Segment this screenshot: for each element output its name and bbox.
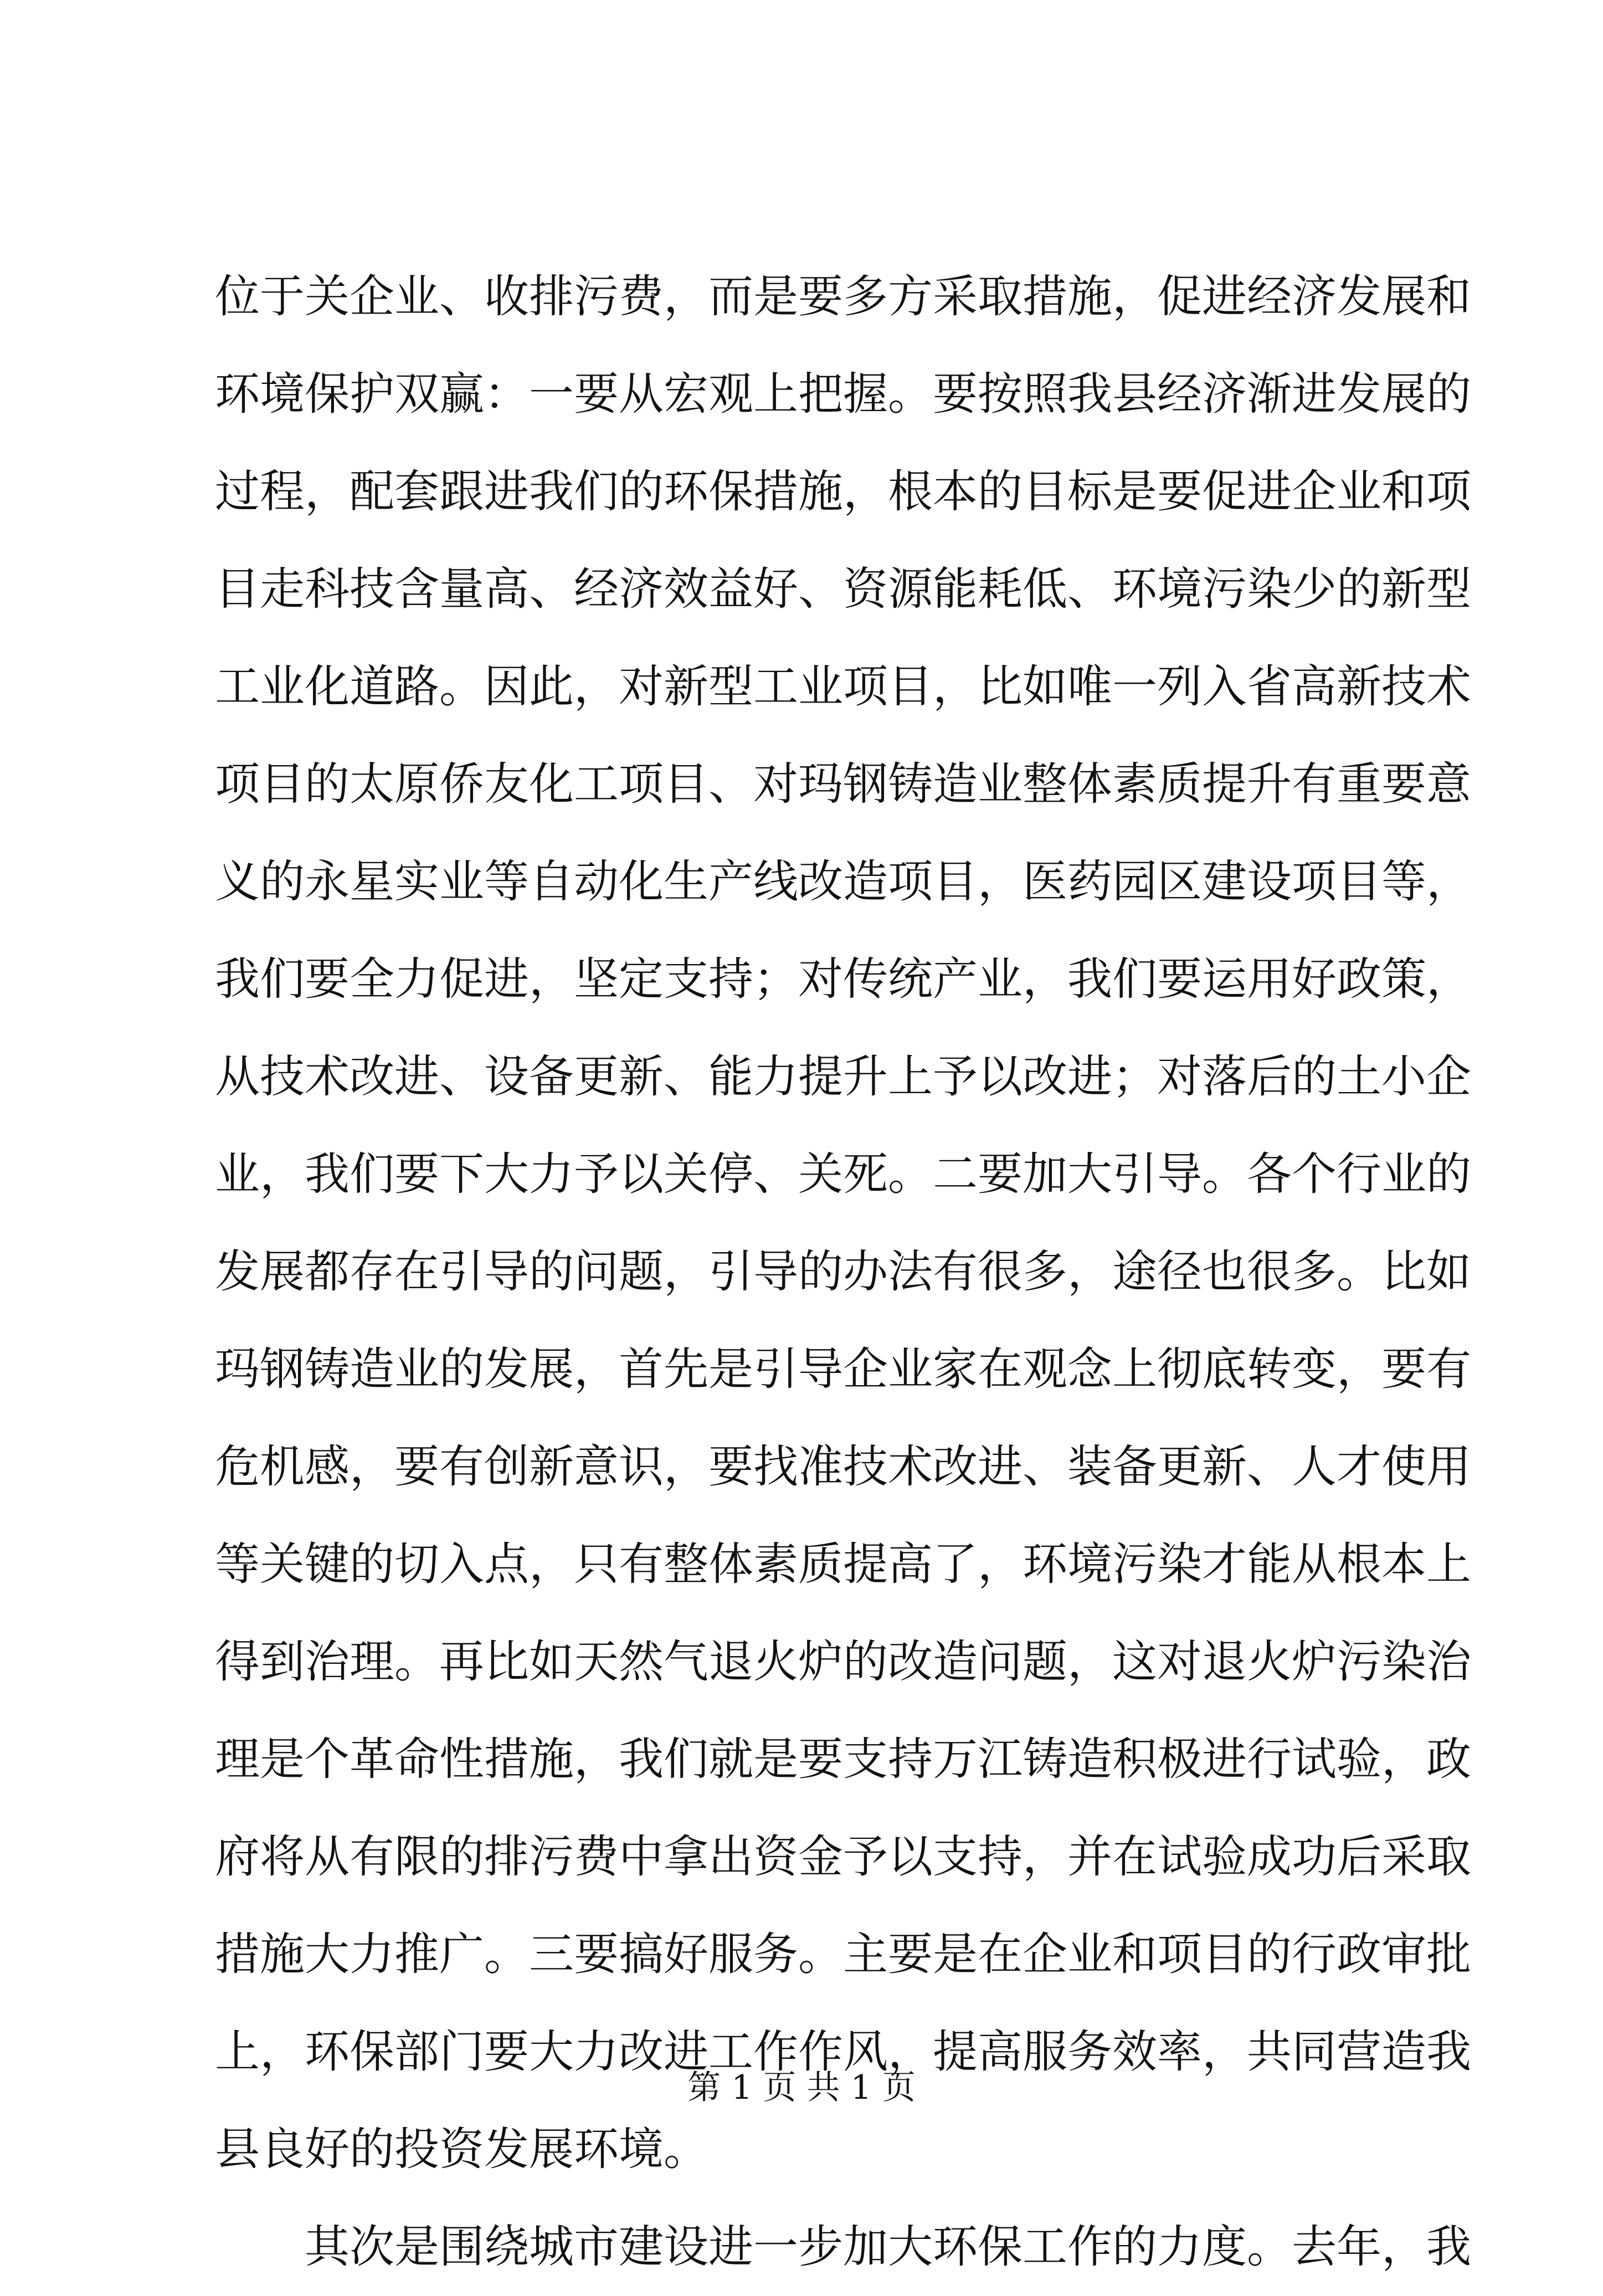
page-footer: [0, 2066, 1603, 2110]
text-line: 业，我们要下大力予以关停、关死。二要加大引导。各个行业的: [215, 1149, 1472, 1201]
text-line: 过程，配套跟进我们的环保措施，根本的目标是要促进企业和项: [215, 466, 1472, 518]
text-line: 上，环保部门要大力改进工作作风，提高服务效率，共同营造我: [215, 2026, 1472, 2078]
text-line: 府将从有限的排污费中拿出资金予以支持，并在试验成功后采取: [215, 1831, 1472, 1883]
text-line: 等关键的切入点，只有整体素质提高了，环境污染才能从根本上: [215, 1539, 1472, 1591]
text-line: 其次是围绕城市建设进一步加大环保工作的力度。去年，我: [305, 2221, 1472, 2273]
text-line: 我们要全力促进，坚定支持；对传统产业，我们要运用好政策，: [215, 954, 1472, 1006]
paragraph-1: [215, 248, 1472, 2198]
text-line: 环境保护双赢：一要从宏观上把握。要按照我县经济渐进发展的: [215, 368, 1472, 421]
text-line: 项目的太原侨友化工项目、对玛钢铸造业整体素质提升有重要意: [215, 758, 1472, 811]
page-number-label: 第 1 页 共 1 页: [687, 2068, 916, 2107]
text-line: 工业化道路。因此，对新型工业项目，比如唯一列入省高新技术: [215, 661, 1472, 713]
text-line: 发展都存在引导的问题，引导的办法有很多，途径也很多。比如: [215, 1246, 1472, 1298]
text-line: 从技术改进、设备更新、能力提升上予以改进；对落后的土小企: [215, 1051, 1472, 1103]
text-line: 理是个革命性措施，我们就是要支持万江铸造积极进行试验，政: [215, 1734, 1472, 1786]
text-line: 措施大力推广。三要搞好服务。主要是在企业和项目的行政审批: [215, 1929, 1472, 1981]
text-line: 位于关企业、收排污费，而是要多方采取措施，促进经济发展和: [215, 271, 1472, 323]
text-line: 得到治理。再比如天然气退火炉的改造问题，这对退火炉污染治: [215, 1636, 1472, 1688]
document-body: [215, 248, 1472, 2296]
text-line: 目走科技含量高、经济效益好、资源能耗低、环境污染少的新型: [215, 563, 1472, 616]
text-line: 玛钢铸造业的发展，首先是引导企业家在观念上彻底转变，要有: [215, 1344, 1472, 1396]
text-line: 义的永星实业等自动化生产线改造项目，医药园区建设项目等，: [215, 856, 1472, 908]
paragraph-2: [215, 2198, 1472, 2296]
text-line: 危机感，要有创新意识，要找准技术改进、装备更新、人才使用: [215, 1441, 1472, 1493]
text-line: 县良好的投资发展环境。: [215, 2124, 709, 2176]
